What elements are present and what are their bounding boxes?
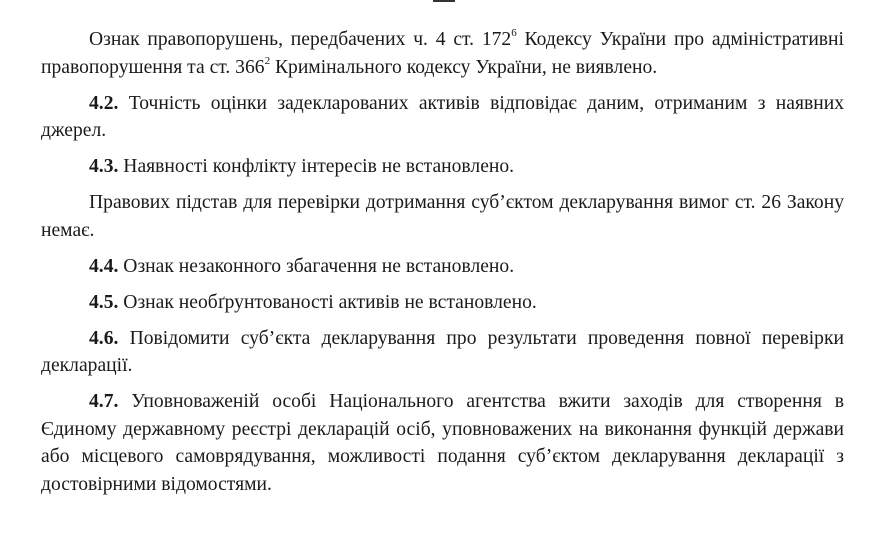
- section-number: 4.4.: [89, 255, 119, 277]
- document-body: [41, 26, 844, 507]
- paragraph-4-5: 4.5. Ознак необґрунтованості активів не встановлено.: [89, 291, 537, 313]
- section-number: 4.6.: [89, 327, 119, 349]
- paragraph-4-3: 4.3. Наявності конфлікту інтересів не встановлено.: [89, 156, 515, 177]
- section-number: 4.3.: [89, 156, 119, 177]
- superscript: 6: [511, 27, 517, 39]
- section-number: 4.2.: [89, 92, 119, 114]
- paragraph-4-2: 4.2. Точність оцінки задекларованих активів відповідає даним, отриманим з наявних джерел.: [41, 92, 844, 141]
- page-top-mark: [433, 0, 455, 2]
- section-number: 4.5.: [89, 291, 119, 313]
- section-number: 4.7.: [89, 391, 119, 412]
- paragraph-no-offense: Ознак правопорушень, передбачених ч. 4 ст. $172^6$ Кодексу України про адміністративні правопорушення та ст. $366^2$ Кримінального кодексу України, не виявлено.: [41, 27, 844, 78]
- paragraph-4-6: 4.6. Повідомити суб’єкта декларування про результати проведення повної перевірки декларації.: [41, 327, 844, 376]
- paragraph-legal-grounds: Правових підстав для перевірки дотримання суб’єктом декларування вимог ст. 26 Закону немає.: [41, 192, 844, 241]
- superscript: 2: [264, 54, 271, 67]
- paragraph-4-7: 4.7. Уповноваженій особі Національного агентства вжити заходів для створення в Єдиному державному реєстрі декларацій осіб, уповноважених на виконання функцій держави або місцевого самоврядування, можливості подання суб’єктом декларування декларації з достовірними відомостями.: [41, 391, 844, 495]
- paragraph-4-4: 4.4. Ознак незаконного збагачення не встановлено.: [89, 255, 515, 277]
